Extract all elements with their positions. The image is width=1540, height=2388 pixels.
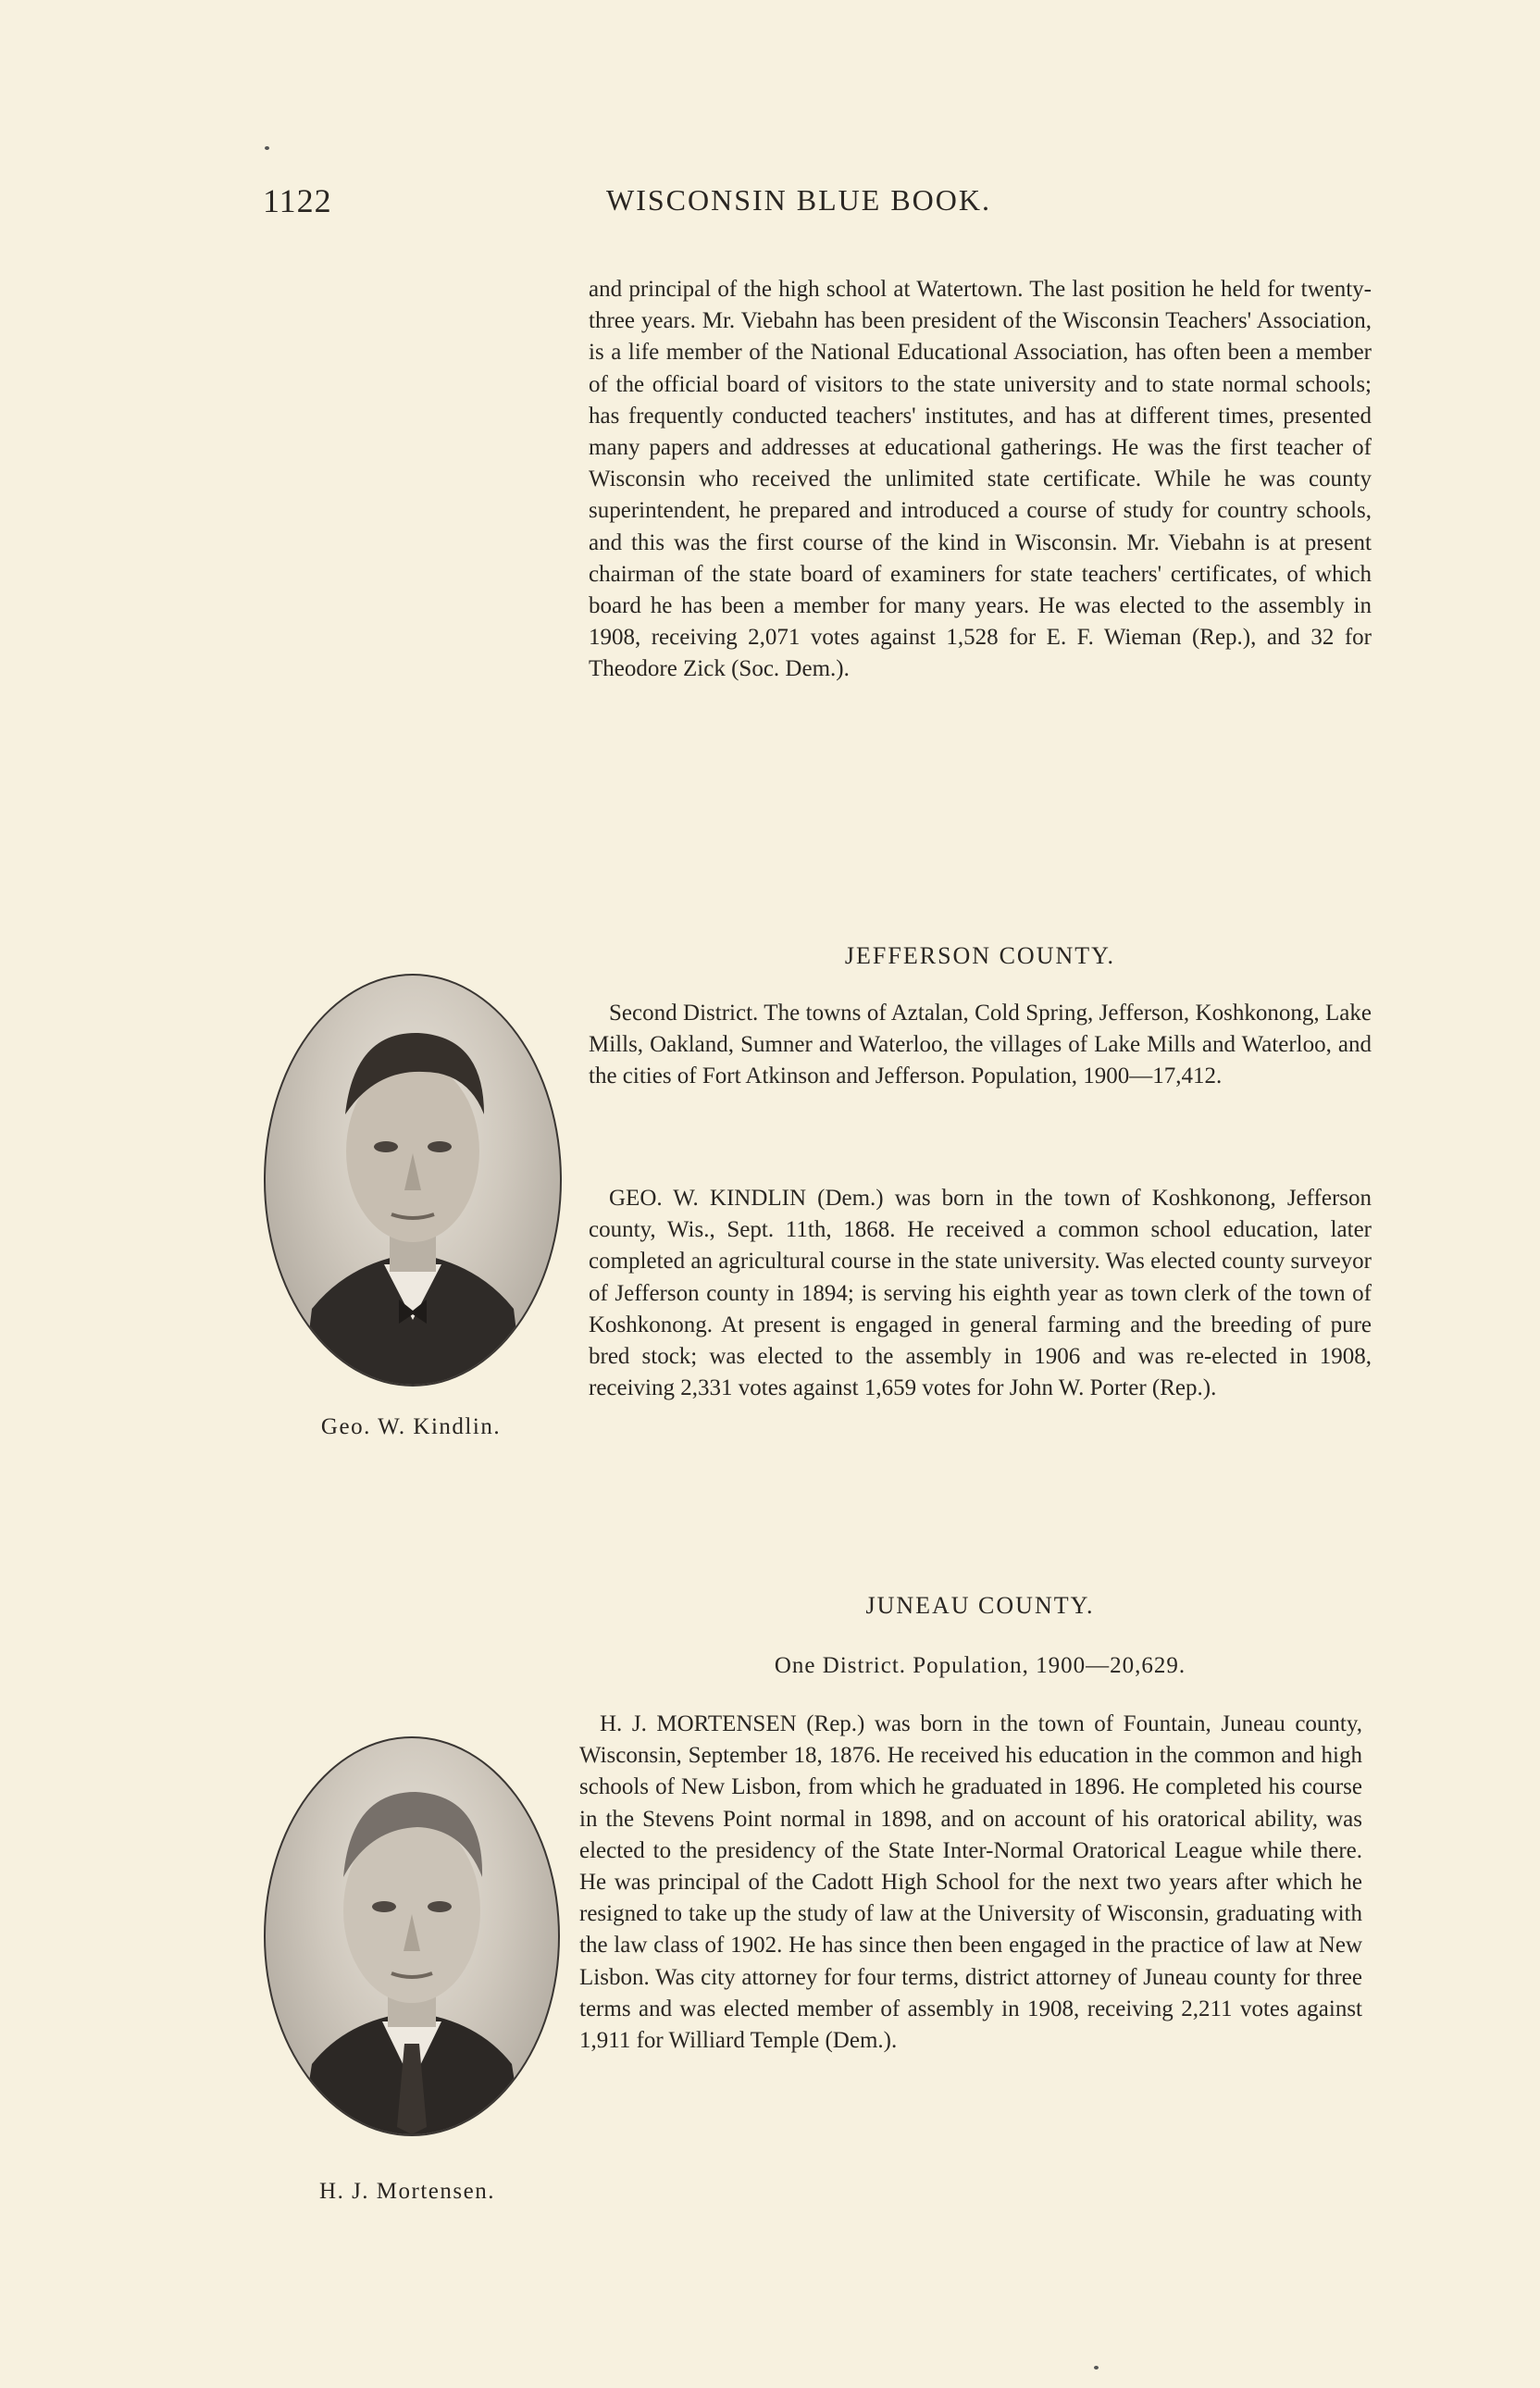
running-head: WISCONSIN BLUE BOOK. <box>606 183 991 217</box>
juneau-district-description: One District. Population, 1900—20,629. <box>774 1653 1186 1678</box>
print-speck <box>1094 2366 1099 2369</box>
page-number: 1122 <box>263 182 332 219</box>
kindlin-caption: Geo. W. Kindlin. <box>320 1414 502 1439</box>
jefferson-county-heading: JEFFERSON COUNTY. <box>844 942 1116 969</box>
mortensen-bio: H. J. MORTENSEN (Rep.) was born in the town of Fountain, Juneau county, Wisconsin, September 18, 1876. He received his education in the common and high schools of New Lisbon, from which he graduated in 1896. He completed his course in the Stevens Point normal in 1898, and on account of his oratorical ability, was elected to the presidency of the State Inter-Normal Oratorical League while there. He was principal of the Cadott High School for the next two years after which he resigned to take up the study of law at the University of Wisconsin, graduating with the law class of 1902. He has since then been engaged in the practice of law at New Lisbon. Was city attorney for four terms, district attorney of Juneau county for three terms and was elected member of assembly in 1908, receiving 2,211 votes against 1,911 for Williard Temple (Dem.). <box>579 1711 1362 2054</box>
mortensen-portrait <box>264 1736 560 2136</box>
kindlin-portrait <box>264 974 562 1387</box>
viebahn-bio-continuation: and principal of the high school at Watertown. The last position he held for twenty-three years. Mr. Viebahn has been president of the Wisconsin Teachers' Association, is a life member of the National Educational Association, has often been a member of the official board of visitors to the state university and to state normal schools; has frequently conducted teachers' institutes, and has at different times, presented many papers and addresses at educational gatherings. He was the first teacher of Wisconsin who received the unlimited state certificate. While he was county superintendent, he prepared and introduced a course of study for country schools, and this was the first course of the kind in Wisconsin. Mr. Viebahn is at present chairman of the state board of examiners for state teachers' certificates, of which board he has been a member for many years. He was elected to the assembly in 1908, receiving 2,071 votes against 1,528 for E. F. Wieman (Rep.), and 32 for Theodore Zick (Soc. Dem.). <box>589 277 1372 682</box>
jefferson-district-description: Second District. The towns of Aztalan, Cold Spring, Jefferson, Koshkonong, Lake Mills, Oakland, Sumner and Waterloo, the villages of Lake Mills and Waterloo, and the cities of Fort Atkinson and Jefferson. Population, 1900—17,412. <box>589 1001 1372 1089</box>
mortensen-caption: H. J. Mortensen. <box>319 2179 495 2204</box>
kindlin-bio: GEO. W. KINDLIN (Dem.) was born in the town of Koshkonong, Jefferson county, Wis., Sept. 11th, 1868. He received a common school education, later completed an agricultural course in the state university. Was elected county surveyor of Jefferson county in 1894; is serving his eighth year as town clerk of the town of Koshkonong. At present is engaged in general farming and the breeding of pure bred stock; was elected to the assembly in 1906 and was re-elected in 1908, receiving 2,331 votes against 1,659 votes for John W. Porter (Rep.). <box>589 1186 1372 1401</box>
juneau-county-heading: JUNEAU COUNTY. <box>865 1592 1095 1619</box>
print-speck <box>265 146 269 150</box>
